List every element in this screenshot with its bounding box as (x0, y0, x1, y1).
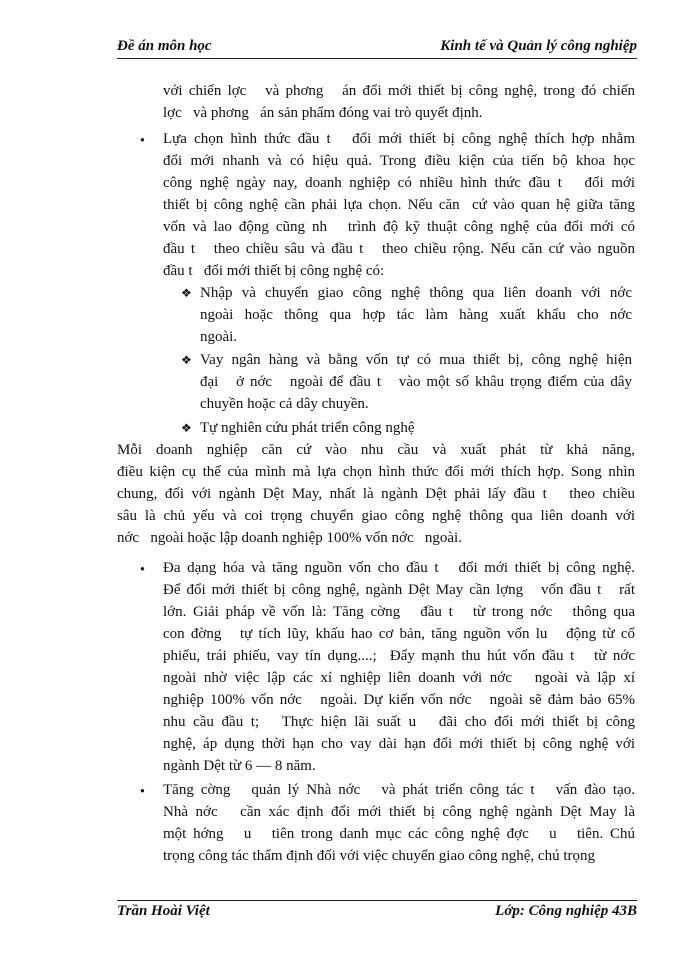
text-line: ngoài hoặc thông qua hợp tác làm hàng xuất khẩu cho nớc (200, 307, 632, 323)
text-line: Lựa chọn hình thức đầu t đổi mới thiết bị công nghệ thích hợp nhằm (163, 131, 635, 147)
text-line: Mỗi doanh nghiệp căn cứ vào nhu cầu và xuất phát từ khả năng, (117, 442, 635, 458)
header-left-title: Đề án môn học (117, 38, 212, 54)
text-line: Tăng cờng quản lý Nhà nớc và phát triển công tác t vấn đào tạo. (163, 782, 635, 798)
text-line: ngoài nhờ việc lập các xí nghiệp liên doanh với nớc ngoài và lập xí (163, 670, 635, 686)
bullet-diversify-capital (163, 557, 635, 777)
bullet-icon: ● (140, 786, 145, 795)
header-right-title: Kinh tế và Quản lý công nghiệp (440, 38, 637, 54)
text-line: đầu t theo chiều sâu và đầu t theo chiều rộng. Nếu căn cứ vào nguồn (163, 241, 635, 257)
paragraph-continuation (163, 80, 635, 124)
text-line: công nghệ ngày nay, doanh nghiệp có nhiều hình thức đầu t đổi mới (163, 175, 635, 191)
sub-item-self-research (200, 417, 632, 439)
text-line: Để đổi mới thiết bị công nghệ, ngành Dệt May cần lợng vốn đầu t rất (163, 582, 635, 598)
text-line: đổi mới nhanh và có hiệu quả. Trong điều kiện của tiến bộ khoa học (163, 153, 635, 169)
text-line: nhu cầu đầu t; Thực hiện lãi suất u đãi cho đổi mới thiết bị công (163, 714, 635, 730)
footer-author: Trần Hoài Việt (117, 903, 210, 919)
text-line: đại ở nớc ngoài để đầu t vào một số khâu trọng điểm của dây (200, 374, 632, 390)
text-line: sâu là chủ yếu và coi trọng chuyển giao công nghệ thông qua liên doanh với (117, 508, 635, 524)
text-line: con đờng tự tích lũy, khấu hao cơ bản, tăng nguồn vốn lu động từ cổ (163, 626, 635, 642)
text-line: lợc và phơng án sản phẩm đóng vai trò quyết định. (163, 105, 483, 121)
footer-class: Lớp: Công nghiệp 43B (495, 903, 637, 919)
text-line: Nhà nớc cần xác định đổi mới thiết bị công nghệ ngành Dệt May là (163, 804, 635, 820)
sub-item-import-transfer (200, 282, 632, 348)
text-line: điều kiện cụ thể của mình mà lựa chọn hình thức đổi mới thích hợp. Song nhìn (117, 464, 635, 480)
text-line: lớn. Giải pháp về vốn là: Tăng cờng đầu t từ trong nớc thông qua (163, 604, 635, 620)
text-line: nghệ, áp dụng thời hạn cho vay dài hạn đổi mới thiết bị công nghệ với (163, 736, 635, 752)
text-line: chuyền hoặc cả dây chuyền. (200, 396, 369, 412)
bullet-investment-form (163, 128, 635, 282)
text-line: ngoài. (200, 329, 238, 345)
text-line: Tự nghiên cứu phát triển công nghệ (200, 420, 415, 436)
text-line: thiết bị công nghệ cần phải lựa chọn. Nếu căn cứ vào quan hệ giữa tăng (163, 197, 635, 213)
sub-item-bank-loan (200, 349, 632, 415)
bullet-state-management (163, 779, 635, 867)
text-line: vốn và lao động cũng nh trình độ kỹ thuật công nghệ của đổi mới có (163, 219, 635, 235)
text-line: Đa dạng hóa và tăng nguồn vốn cho đầu t đổi mới thiết bị công nghệ. (163, 560, 635, 576)
text-line: đầu t đổi mới thiết bị công nghệ có: (163, 263, 385, 279)
text-line: phiếu, trái phiếu, vay tín dụng....; Đẩy mạnh thu hút vốn đầu t từ nớc (163, 648, 635, 664)
text-line: chung, đối với ngành Dệt May, nhất là ngành Dệt phải lấy đầu t theo chiều (117, 486, 635, 502)
paragraph-enterprise-choice (117, 439, 635, 549)
diamond-bullet-icon: ❖ (181, 421, 192, 435)
text-line: Nhập và chuyển giao công nghệ thông qua liên doanh với nớc (200, 285, 632, 301)
text-line: trọng công tác thẩm định đối với việc chuyển giao công nghệ, chú trọng (163, 848, 595, 864)
diamond-bullet-icon: ❖ (181, 286, 192, 300)
page-footer (117, 900, 637, 925)
bullet-icon: ● (140, 135, 145, 144)
text-line: nghiệp 100% vốn nớc ngoài. Dự kiến vốn nớc ngoài sẽ đảm bảo 65% (163, 692, 635, 708)
text-line: ngành Dệt từ 6 — 8 năm. (163, 758, 316, 774)
text-line: với chiến lợc và phơng án đổi mới thiết bị công nghệ, trong đó chiến (163, 83, 635, 99)
text-line: nớc ngoài hoặc lập doanh nghiệp 100% vốn nớc ngoài. (117, 530, 462, 546)
text-line: một hớng u tiên trong danh mục các công nghệ đợc u tiên. Chú (163, 826, 635, 842)
diamond-bullet-icon: ❖ (181, 353, 192, 367)
bullet-icon: ● (140, 564, 145, 573)
page-header (117, 38, 637, 59)
text-line: Vay ngân hàng và bằng vốn tự có mua thiết bị, công nghệ hiện (200, 352, 632, 368)
